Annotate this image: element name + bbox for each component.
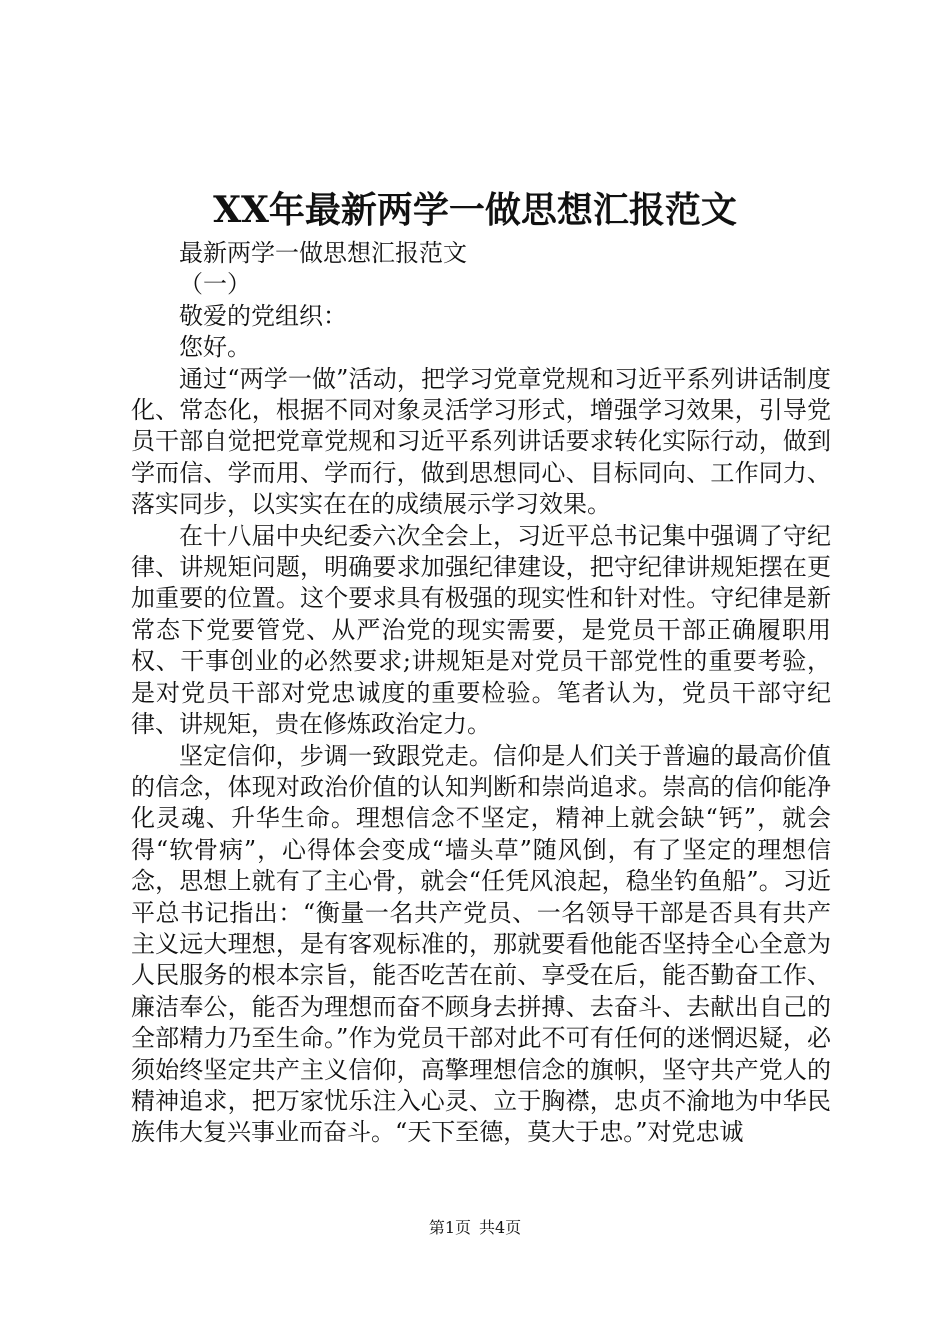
page-footer xyxy=(0,1216,950,1240)
body-paragraph: 坚定信仰，步调一致跟党走。信仰是人们关于普遍的最高价值的信念，体现对政治价值的认知判断和崇尚追求。崇高的信仰能净化灵魂、升华生命。理想信念不坚定，精神上就会缺“钙”，就会得“软骨病”，心得体会变成“墙头草”随风倒，有了坚定的理想信念，思想上就有了主心骨，就会“任凭风浪起，稳坐钓鱼船”。习近平总书记指出：“衡量一名共产党员、一名领导干部是否具有共产主义远大理想，是有客观标准的，那就要看他能否坚持全心全意为人民服务的根本宗旨，能否吃苦在前、享受在后，能否勤奋工作、廉洁奉公，能否为理想而奋不顾身去拼搏、去奋斗、去献出自己的全部精力乃至生命。”作为党员干部对此不可有任何的迷惘迟疑，必须始终坚定共产主义信仰，高擎理想信念的旗帜，坚守共产党人的精神追求，把万家忧乐注入心灵、立于胸襟，忠贞不渝地为中华民族伟大复兴事业而奋斗。“天下至德，莫大于忠。”对党忠诚 xyxy=(131,741,831,1147)
section-number: （一） xyxy=(179,270,251,299)
body-paragraph: 在十八届中央纪委六次全会上，习近平总书记集中强调了守纪律、讲规矩问题，明确要求加强纪律建设，把守纪律讲规矩摆在更加重要的位置。这个要求具有极强的现实性和针对性。守纪律是新常态下党要管党、从严治党的现实需要，是党员干部正确履职用权、干事创业的必然要求;讲规矩是对党员干部党性的重要考验，是对党员干部对党忠诚度的重要检验。笔者认为，党员干部守纪律、讲规矩，贵在修炼政治定力。 xyxy=(131,521,831,739)
page-number: 第1页 xyxy=(428,1218,471,1237)
salutation: 敬爱的党组织： xyxy=(179,301,347,330)
body-paragraph: 通过“两学一做”活动，把学习党章党规和习近平系列讲话制度化、常态化，根据不同对象灵活学习形式，增强学习效果，引导党员干部自觉把党章党规和习近平系列讲话要求转化实际行动，做到学而信、学而用、学而行，做到思想同心、目标同向、工作同力、落实同步，以实实在在的成绩展示学习效果。 xyxy=(131,364,831,519)
document-subtitle: 最新两学一做思想汇报范文 xyxy=(179,239,467,267)
page-title: XX年最新两学一做思想汇报范文 xyxy=(213,189,737,231)
document-body xyxy=(131,238,831,1149)
greeting: 您好。 xyxy=(179,333,251,362)
page-total: 共4页 xyxy=(479,1218,522,1237)
